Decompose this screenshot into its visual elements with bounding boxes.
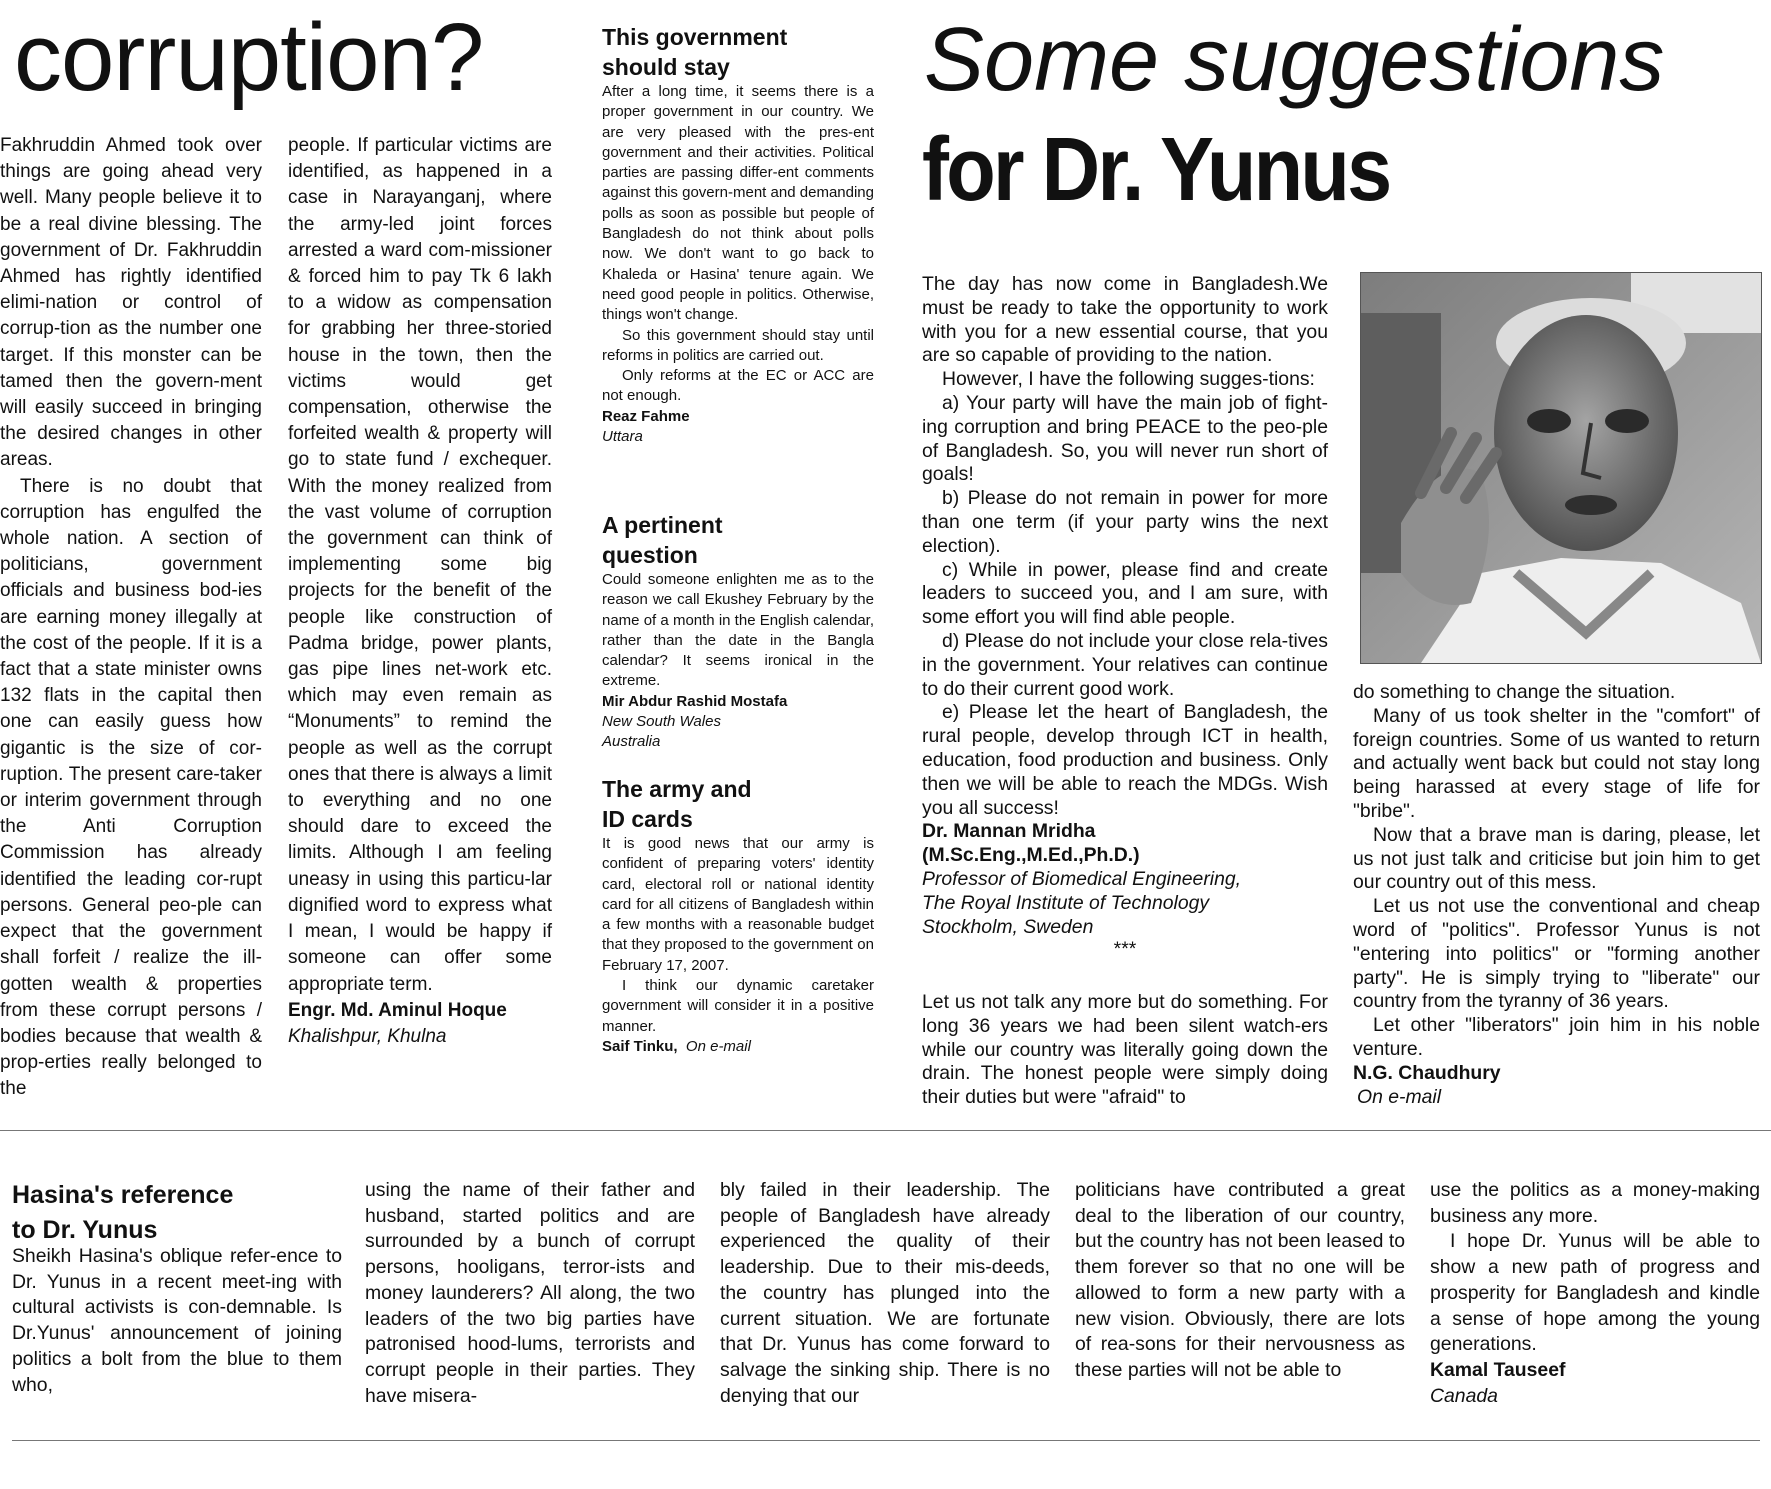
article-signature: Engr. Md. Aminul Hoque	[288, 999, 507, 1021]
letter-paragraph: use the politics as a money-making business any more.	[1430, 1179, 1760, 1227]
letter-hasina-column-4	[1075, 1178, 1405, 1384]
photo-dr-yunus	[1360, 272, 1762, 664]
letter-signature-line	[602, 1037, 874, 1057]
portrait-illustration	[1361, 273, 1761, 663]
letter-paragraph: politicians have contributed a great deal to the liberation of our country, but the country has not been leased to them forever so that no one will be allowed to form a new party with a new vision. Obviously, there are lots of rea-sons for their nervousness as these parties will not be able to	[1075, 1179, 1405, 1381]
letter-paragraph: Sheikh Hasina's oblique refer-ence to Dr. Yunus in a recent meet-ing with cultural activists is con-demnable. Is Dr.Yunus' announcement of joining politics a bolt from the blue to them who,	[12, 1245, 342, 1396]
article-corruption-column-2	[288, 133, 552, 1050]
letter-paragraph: I think our dynamic caretaker government will consider it in a positive manner.	[602, 977, 874, 1035]
letter-signature: Saif Tinku,	[602, 1037, 678, 1055]
letter-hasina-column-5	[1430, 1178, 1760, 1409]
letter-paragraph: The day has now come in Bangladesh.We must be ready to take the opportunity to work with you for a new essential course, that you are so capable of providing to the nation.	[922, 273, 1328, 367]
letter-paragraph: c) While in power, please find and create leaders to succeed you, and I am sure, with some effort you will find able people.	[922, 558, 1328, 629]
letter-paragraph: bly failed in their leadership. The people of Bangladesh have already experienced the quality of their leadership. Due to their mis-deeds, the country has plunged into the current situation. We are fortunate that Dr. Yunus has come forward to salvage the sinking ship. There is no denying that our	[720, 1179, 1050, 1407]
letter-paragraph: e) Please let the heart of Bangladesh, the rural people, develop through ICT in health, education, food production and business. Only then we will be able to reach the MDGs. Wish you all success!	[922, 701, 1328, 819]
letter-paragraph: Let other "liberators" join him in his noble venture.	[1353, 1014, 1760, 1060]
letter-title	[602, 510, 874, 570]
headline-corruption: corruption?	[14, 4, 484, 111]
letter-location: The Royal Institute of Technology	[922, 891, 1210, 914]
letter-paragraph: using the name of their father and husband, started politics and are surrounded by a bunch of corrupt persons, hooligans, terror-ists and money launderers? All along, the two leaders of the two big parties have patronised hood-lums, terrorists and corrupt people in their parties. They have misera-	[365, 1179, 695, 1407]
letter-hasina-column-2	[365, 1178, 695, 1409]
letter-location: On e-mail	[1357, 1085, 1442, 1108]
letter-title-line: should stay	[602, 54, 730, 80]
section-separator: ***	[1113, 938, 1137, 961]
letter-paragraph: Let us not use the conventional and cheap word of "politics". Professor Yunus is not "entering into politics" or "forming another party". He is simply trying to "liberate" our country from the tyranny of 36 years.	[1353, 895, 1760, 1013]
letter-pertinent-question	[602, 510, 874, 753]
letter-suggestions	[922, 273, 1328, 959]
letter-title-line: ID cards	[602, 806, 693, 832]
letter-location: On e-mail	[685, 1037, 751, 1055]
letter-signature-degrees: (M.Sc.Eng.,M.Ed.,Ph.D.)	[922, 844, 1140, 867]
letter-paragraph: I hope Dr. Yunus will be able to show a new path of progress and prosperity for Bangladesh and kindle a sense of hope among the young generations.	[1430, 1230, 1760, 1356]
letter-army-id-cards	[602, 774, 874, 1057]
letter-government-should-stay	[602, 22, 874, 447]
letter-paragraph: It is good news that our army is confident of preparing voters' identity card, electoral roll or national identity card for all citizens of Bangladesh within a few months with a reasonable budget that they proposed to the government on February 17, 2007.	[602, 835, 874, 974]
letter-paragraph: So this government should stay until reforms in politics are carried out.	[602, 326, 874, 364]
letter-title-line: A pertinent	[602, 512, 723, 538]
letter-paragraph: do something to change the situation.	[1353, 681, 1676, 703]
letter-title-line: question	[602, 542, 698, 568]
letter-title	[12, 1178, 342, 1248]
article-location: Khalishpur, Khulna	[288, 1025, 447, 1047]
letter-signature: Dr. Mannan Mridha	[922, 820, 1096, 843]
letter-paragraph: Many of us took shelter in the "comfort" of foreign countries. Some of us wanted to return and actually went back but could not stay long being harassed at every stage of life for "bribe".	[1353, 704, 1760, 822]
letter-location: New South Wales	[602, 713, 721, 731]
letter-paragraph: Now that a brave man is daring, please, let us not just talk and criticise but join him to get our country out of this mess.	[1353, 823, 1760, 894]
article-corruption-column-1	[0, 133, 262, 1103]
letter-title-line: This government	[602, 24, 788, 50]
letter-location: Professor of Biomedical Engineering,	[922, 867, 1242, 890]
letter-signature: Kamal Tauseef	[1430, 1358, 1566, 1381]
letter-paragraph: Let us not talk any more but do something. For long 36 years we had been silent watch-ers while our country was literally going down the drain. The honest people were simply doing their duties but were "afraid" to	[922, 991, 1328, 1109]
letter-location: Canada	[1430, 1384, 1498, 1407]
letter-signature: Reaz Fahme	[602, 407, 690, 425]
letter-signature: Mir Abdur Rashid Mostafa	[602, 692, 788, 710]
letter-hasina-column-1	[12, 1178, 342, 1398]
article-paragraph: people. If particular victims are identified, as happened in a case in Narayanganj, where the army-led joint forces arrested a ward com-missioner & forced him to pay Tk 6 lakh to a widow as compensation for grabbing her three-storied house in the town, then the victims would get compensation, otherwise the forfeited wealth & property will go to state fund / exchequer. With the money realized from the vast volume of corruption the government can think of implementing some big projects for the benefit of the people like construction of Padma bridge, power plants, gas pipe lines net-work etc. which may even remain as “Monuments” to remind the people as well as the corrupt ones that there is always a limit to everything and no one should dare to exceed the limits. Although I am feeling uneasy in using this particu-lar dignified word to express what I mean, I would be happy if someone can offer some appropriate term.	[288, 135, 553, 995]
letter-signature: N.G. Chaudhury	[1353, 1061, 1501, 1084]
headline-for-dr-yunus: for Dr. Yunus	[922, 120, 1390, 220]
letter-paragraph: After a long time, it seems there is a proper government in our country. We are very pleased with the pres-ent government and their activities. Political parties are passing differ-ent comments against this govern-ment and demanding polls as soon as possible but people of Bangladesh do not think about polls now. We don't want to go back to Khaleda or Hasina' tenure again. We need good people in politics. Otherwise, things won't change.	[602, 83, 874, 324]
letter-title-line: to Dr. Yunus	[12, 1216, 158, 1244]
letter-paragraph: a) Your party will have the main job of fight-ing corruption and bring PEACE to the peo-ple of Bangladesh. So, you will never run short of goals!	[922, 391, 1328, 486]
letter-location: Uttara	[602, 428, 643, 446]
letter-location: Stockholm, Sweden	[922, 915, 1094, 938]
letter-title-line: Hasina's reference	[12, 1181, 234, 1209]
letter-paragraph: Could someone enlighten me as to the reason we call Ekushey February by the name of a month in the English calendar, rather than the date in the Bangla calendar? It seems ironical in the extreme.	[602, 571, 874, 690]
article-paragraph: Fakhruddin Ahmed took over things are going ahead very well. Many people believe it to be a real divine blessing. The government of Dr. Fakhruddin Ahmed has rightly identified elimi-nation or control of corrup-tion as the number one target. If this monster can be tamed then the govern-ment will easily succeed in bringing the desired changes in other areas.	[0, 135, 262, 471]
letter-title-line: The army and	[602, 776, 752, 802]
letter-title	[602, 774, 874, 834]
letter-paragraph: d) Please do not include your close rela-tives in the government. Your relatives can continue to do their current good work.	[922, 629, 1328, 700]
article-paragraph: There is no doubt that corruption has engulfed the whole nation. A section of politicians, government officials and business bod-ies are earning money illegally at the cost of the people. If it is a fact that a state minister owns 132 flats in the capital then one can easily guess how gigantic is the size of cor-ruption. The present care-taker or interim government through the Anti Corruption Commission has already identified the leading cor-rupt persons. General peo-ple can expect that the government shall forfeit / realize the ill-gotten wealth & properties from these corrupt persons / bodies because that wealth & prop-erties really belonged to the	[0, 475, 262, 1100]
letter-paragraph: However, I have the following sugges-tions:	[942, 368, 1315, 391]
letter-paragraph: Only reforms at the EC or ACC are not enough.	[602, 367, 874, 405]
letter-hasina-column-3	[720, 1178, 1050, 1409]
letter-let-us-not-talk-column-2	[1353, 681, 1760, 1109]
bottom-divider	[12, 1440, 1760, 1441]
letter-let-us-not-talk-column-1	[922, 991, 1328, 1110]
letter-paragraph: b) Please do not remain in power for more than one term (if your party wins the next election).	[922, 487, 1328, 557]
section-divider	[0, 1130, 1771, 1131]
headline-some-suggestions: Some suggestions	[924, 10, 1665, 110]
letter-location: Australia	[602, 733, 661, 751]
letter-title	[602, 22, 874, 82]
